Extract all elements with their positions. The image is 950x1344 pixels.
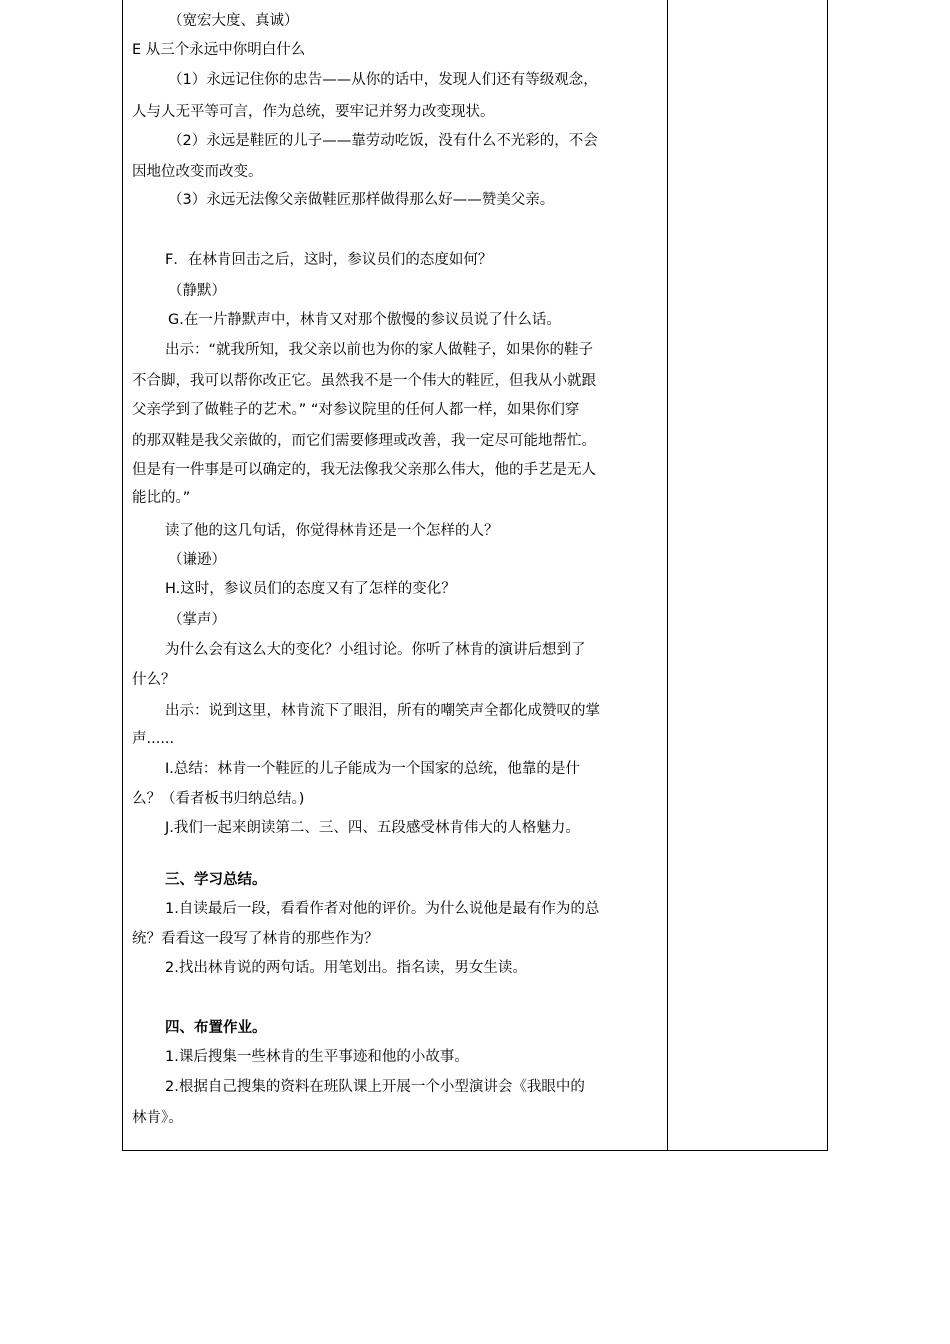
text-line: 的那双鞋是我父亲做的，而它们需要修理或改善，我一定尽可能地帮忙。 [132, 433, 596, 449]
text-line: 因地位改变而改变。 [132, 164, 263, 180]
text-line: 统？看看这一段写了林肯的那些作为？ [132, 931, 379, 947]
text-line: 人与人无平等可言，作为总统，要牢记并努力改变现状。 [132, 104, 495, 120]
text-line: （宽宏大度、真诚） [168, 13, 299, 29]
text-line: 么？（看者板书归纳总结。) [132, 791, 305, 807]
text-line: 但是有一件事是可以确定的，我无法像我父亲那么伟大，他的手艺是无人 [132, 462, 596, 478]
text-line: 父亲学到了做鞋子的艺术。” “对参议院里的任何人都一样，如果你们穿 [132, 402, 580, 418]
text-line: 声...... [132, 731, 175, 747]
text-line: 读了他的这几句话，你觉得林肯还是一个怎样的人？ [165, 523, 499, 539]
text-line: 为什么会有这么大的变化？小组讨论。你听了林肯的演讲后想到了 [165, 642, 586, 658]
text-line: 出示：“就我所知，我父亲以前也为你的家人做鞋子，如果你的鞋子 [165, 342, 594, 358]
text-line: F．在林肯回击之后，这时，参议员们的态度如何？ [165, 252, 493, 268]
text-line: （掌声） [168, 612, 226, 628]
text-line: （静默） [168, 283, 226, 299]
text-line: （3）永远无法像父亲做鞋匠那样做得那么好——赞美父亲。 [168, 192, 555, 208]
text-line: （1）永远记住你的忠告——从你的话中，发现人们还有等级观念， [168, 72, 598, 88]
text-line: 2.根据自己搜集的资料在班队课上开展一个小型演讲会《我眼中的 [165, 1079, 585, 1095]
text-line: E 从三个永远中你明白什么 [132, 42, 306, 58]
text-line: 2.找出林肯说的两句话。用笔划出。指名读，男女生读。 [165, 960, 527, 976]
text-line: G.在一片静默声中，林肯又对那个傲慢的参议员说了什么话。 [168, 312, 561, 328]
text-line: （2）永远是鞋匠的儿子——靠劳动吃饭，没有什么不光彩的，不会 [168, 133, 598, 149]
text-line: 不合脚，我可以帮你改正它。虽然我不是一个伟大的鞋匠，但我从小就跟 [132, 373, 596, 389]
text-line: 1.课后搜集一些林肯的生平事迹和他的小故事。 [165, 1049, 469, 1065]
text-line: 什么？ [132, 672, 176, 688]
text-line: I.总结：林肯一个鞋匠的儿子能成为一个国家的总统，他靠的是什 [165, 761, 580, 777]
text-line: H.这时，参议员们的态度又有了怎样的变化？ [165, 581, 456, 597]
column-divider [667, 0, 668, 1150]
text-line: 1.自读最后一段，看看作者对他的评价。为什么说他是最有作为的总 [165, 901, 600, 917]
section-heading: 四、布置作业。 [165, 1020, 267, 1036]
text-line: （谦逊） [168, 552, 226, 568]
text-line: 出示：说到这里，林肯流下了眼泪，所有的嘲笑声全都化成赞叹的掌 [165, 703, 600, 719]
text-line: 林肯》。 [132, 1110, 183, 1126]
text-line: J.我们一起来朗读第二、三、四、五段感受林肯伟大的人格魅力。 [165, 820, 580, 836]
section-heading: 三、学习总结。 [165, 872, 267, 888]
text-line: 能比的。” [132, 490, 191, 506]
